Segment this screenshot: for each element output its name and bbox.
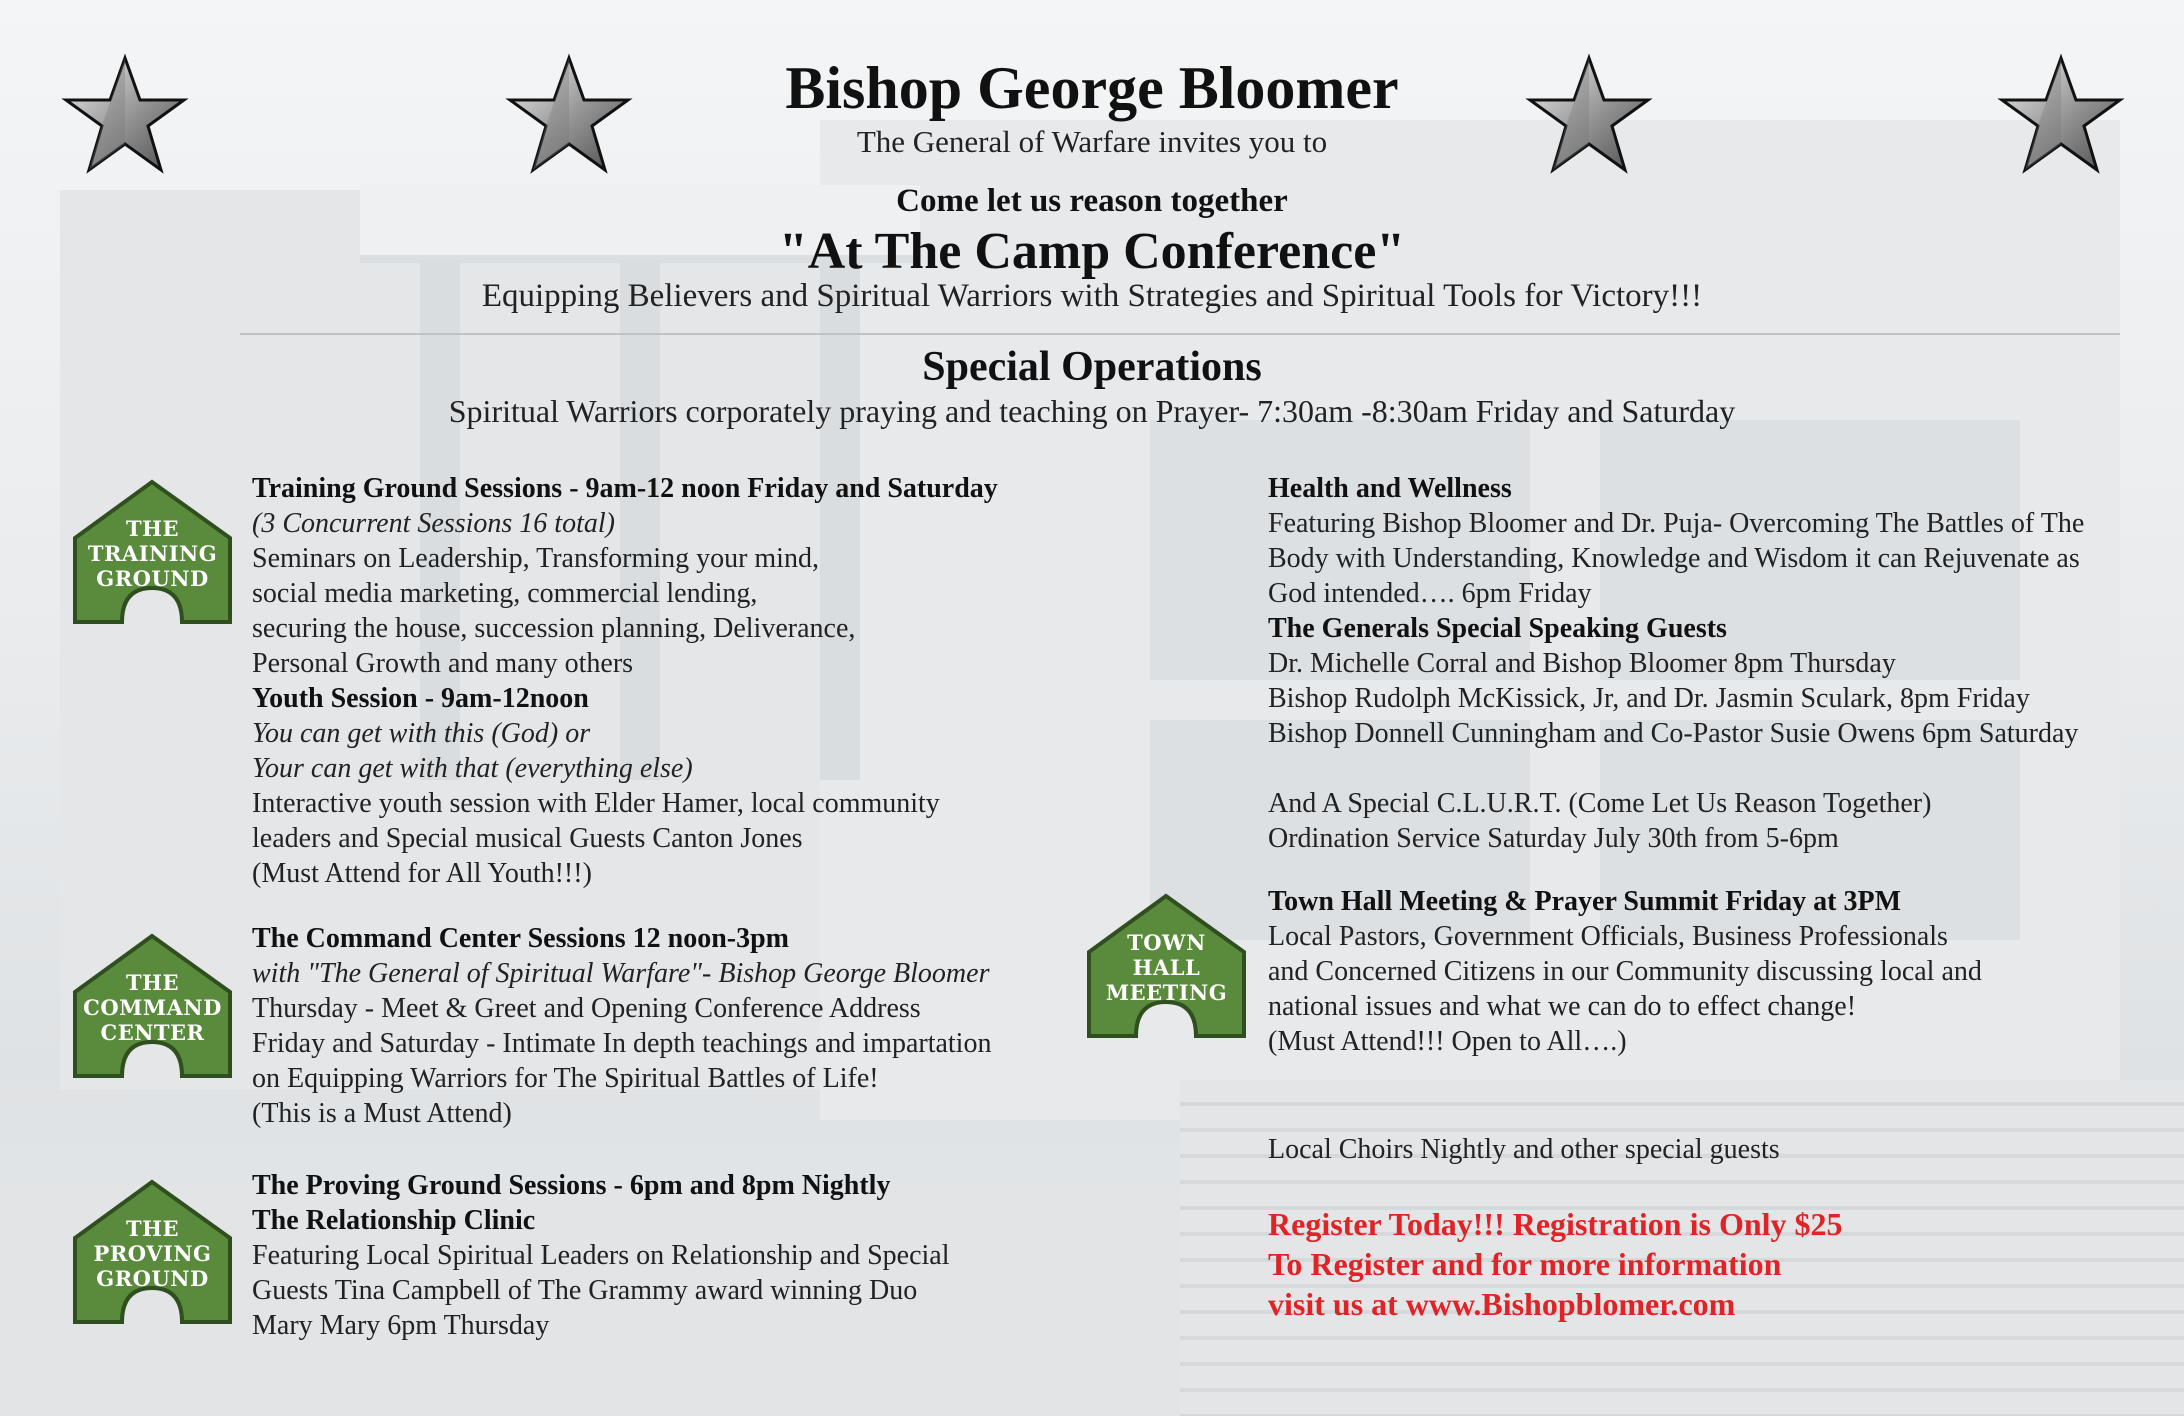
tent-icon bbox=[70, 1176, 235, 1328]
section-title: The Proving Ground Sessions - 6pm and 8pm Nightly bbox=[252, 1170, 891, 1201]
text-line: national issues and what we can do to effect change! bbox=[1268, 991, 1857, 1022]
section-subtitle: (3 Concurrent Sessions 16 total) bbox=[252, 508, 615, 539]
tent-label: MEETING bbox=[1105, 980, 1228, 1005]
text-line: Seminars on Leadership, Transforming your mind, bbox=[252, 543, 819, 574]
tent-label: PROVING bbox=[93, 1241, 212, 1266]
text-line: Your can get with that (everything else) bbox=[252, 753, 693, 784]
text-line: Guests Tina Campbell of The Grammy award winning Duo bbox=[252, 1275, 918, 1306]
proving-ground-section bbox=[252, 1168, 949, 1343]
tent-icon bbox=[70, 476, 235, 628]
come-reason-line: Come let us reason together bbox=[896, 183, 1288, 219]
text-line: Body with Understanding, Knowledge and Wisdom it can Rejuvenate as bbox=[1268, 543, 2080, 574]
section-title: The Command Center Sessions 12 noon-3pm bbox=[252, 923, 789, 954]
text-line: And A Special C.L.U.R.T. (Come Let Us Reason Together) bbox=[1268, 788, 1932, 819]
section-title: Town Hall Meeting & Prayer Summit Friday at 3PM bbox=[1268, 886, 1902, 917]
text-line: Thursday - Meet & Greet and Opening Conference Address bbox=[252, 993, 921, 1024]
tent-label: TRAINING bbox=[87, 541, 218, 566]
tent-icon bbox=[1084, 890, 1249, 1042]
section-title: Training Ground Sessions - 9am-12 noon Friday and Saturday bbox=[252, 473, 998, 504]
tent-label: CENTER bbox=[100, 1020, 205, 1045]
town-hall-section bbox=[1268, 884, 1982, 1059]
text-line: Bishop Rudolph McKissick, Jr, and Dr. Jasmin Sculark, 8pm Friday bbox=[1268, 683, 2030, 714]
text-line: Mary Mary 6pm Thursday bbox=[252, 1310, 550, 1341]
tent-label: COMMAND bbox=[83, 995, 222, 1020]
text-line: Friday and Saturday - Intimate In depth teachings and impartation bbox=[252, 1028, 992, 1059]
section-subtitle: with "The General of Spiritual Warfare"- Bishop George Bloomer bbox=[252, 958, 990, 989]
text-line: leaders and Special musical Guests Canton Jones bbox=[252, 823, 803, 854]
health-wellness-section bbox=[1268, 471, 2084, 856]
register-line: Register Today!!! Registration is Only $25 bbox=[1268, 1206, 1843, 1242]
text-line: You can get with this (God) or bbox=[252, 718, 591, 749]
section-title: Health and Wellness bbox=[1268, 473, 1512, 504]
text-line: on Equipping Warriors for The Spiritual Battles of Life! bbox=[252, 1063, 879, 1094]
text-line: Local Pastors, Government Officials, Business Professionals bbox=[1268, 921, 1948, 952]
tent-label: TOWN bbox=[1127, 930, 1206, 955]
text-line: social media marketing, commercial lending, bbox=[252, 578, 758, 609]
register-info bbox=[1268, 1204, 1843, 1324]
tent-icon bbox=[70, 930, 235, 1082]
divider bbox=[240, 333, 2120, 335]
command-center-section bbox=[252, 921, 991, 1131]
text-line: (Must Attend!!! Open to All….) bbox=[1268, 1026, 1627, 1057]
text-line: (This is a Must Attend) bbox=[252, 1098, 512, 1129]
text-line: Dr. Michelle Corral and Bishop Bloomer 8pm Thursday bbox=[1268, 648, 1896, 679]
invite-line: The General of Warfare invites you to bbox=[856, 124, 1328, 159]
tent-label: HALL bbox=[1132, 955, 1201, 980]
choirs-note: Local Choirs Nightly and other special guests bbox=[1268, 1134, 1780, 1165]
tent-label: THE bbox=[126, 1216, 179, 1241]
special-operations-desc: Spiritual Warriors corporately praying and teaching on Prayer- 7:30am -8:30am Friday and Saturday bbox=[448, 393, 1736, 429]
tent-label: GROUND bbox=[96, 566, 209, 591]
text-line: Interactive youth session with Elder Hamer, local community bbox=[252, 788, 940, 819]
special-operations-title: Special Operations bbox=[922, 344, 1262, 390]
tent-label: THE bbox=[126, 970, 179, 995]
section-title: The Generals Special Speaking Guests bbox=[1268, 613, 1727, 644]
tent-label: GROUND bbox=[96, 1266, 209, 1291]
text-line: Bishop Donnell Cunningham and Co-Pastor Susie Owens 6pm Saturday bbox=[1268, 718, 2079, 749]
text-line: Personal Growth and many others bbox=[252, 648, 634, 679]
section-title: The Relationship Clinic bbox=[252, 1205, 536, 1236]
register-link[interactable]: visit us at www.Bishopblomer.com bbox=[1268, 1286, 1736, 1322]
tent-label: THE bbox=[126, 516, 179, 541]
event-tagline: Equipping Believers and Spiritual Warriors with Strategies and Spiritual Tools for Victory!!! bbox=[481, 278, 1703, 314]
text-line: and Concerned Citizens in our Community discussing local and bbox=[1268, 956, 1982, 987]
text-line: Ordination Service Saturday July 30th from 5-6pm bbox=[1268, 823, 1839, 854]
training-ground-section bbox=[252, 471, 998, 891]
register-line: To Register and for more information bbox=[1268, 1246, 1782, 1282]
event-title: "At The Camp Conference" bbox=[778, 223, 1406, 280]
text-line: (Must Attend for All Youth!!!) bbox=[252, 858, 592, 889]
text-line: God intended…. 6pm Friday bbox=[1268, 578, 1592, 609]
text-line: securing the house, succession planning, Deliverance, bbox=[252, 613, 856, 644]
page-title: Bishop George Bloomer bbox=[785, 55, 1399, 121]
text-line: Featuring Bishop Bloomer and Dr. Puja- Overcoming The Battles of The bbox=[1268, 508, 2085, 539]
section-title: Youth Session - 9am-12noon bbox=[252, 683, 589, 714]
text-line: Featuring Local Spiritual Leaders on Relationship and Special bbox=[252, 1240, 950, 1271]
